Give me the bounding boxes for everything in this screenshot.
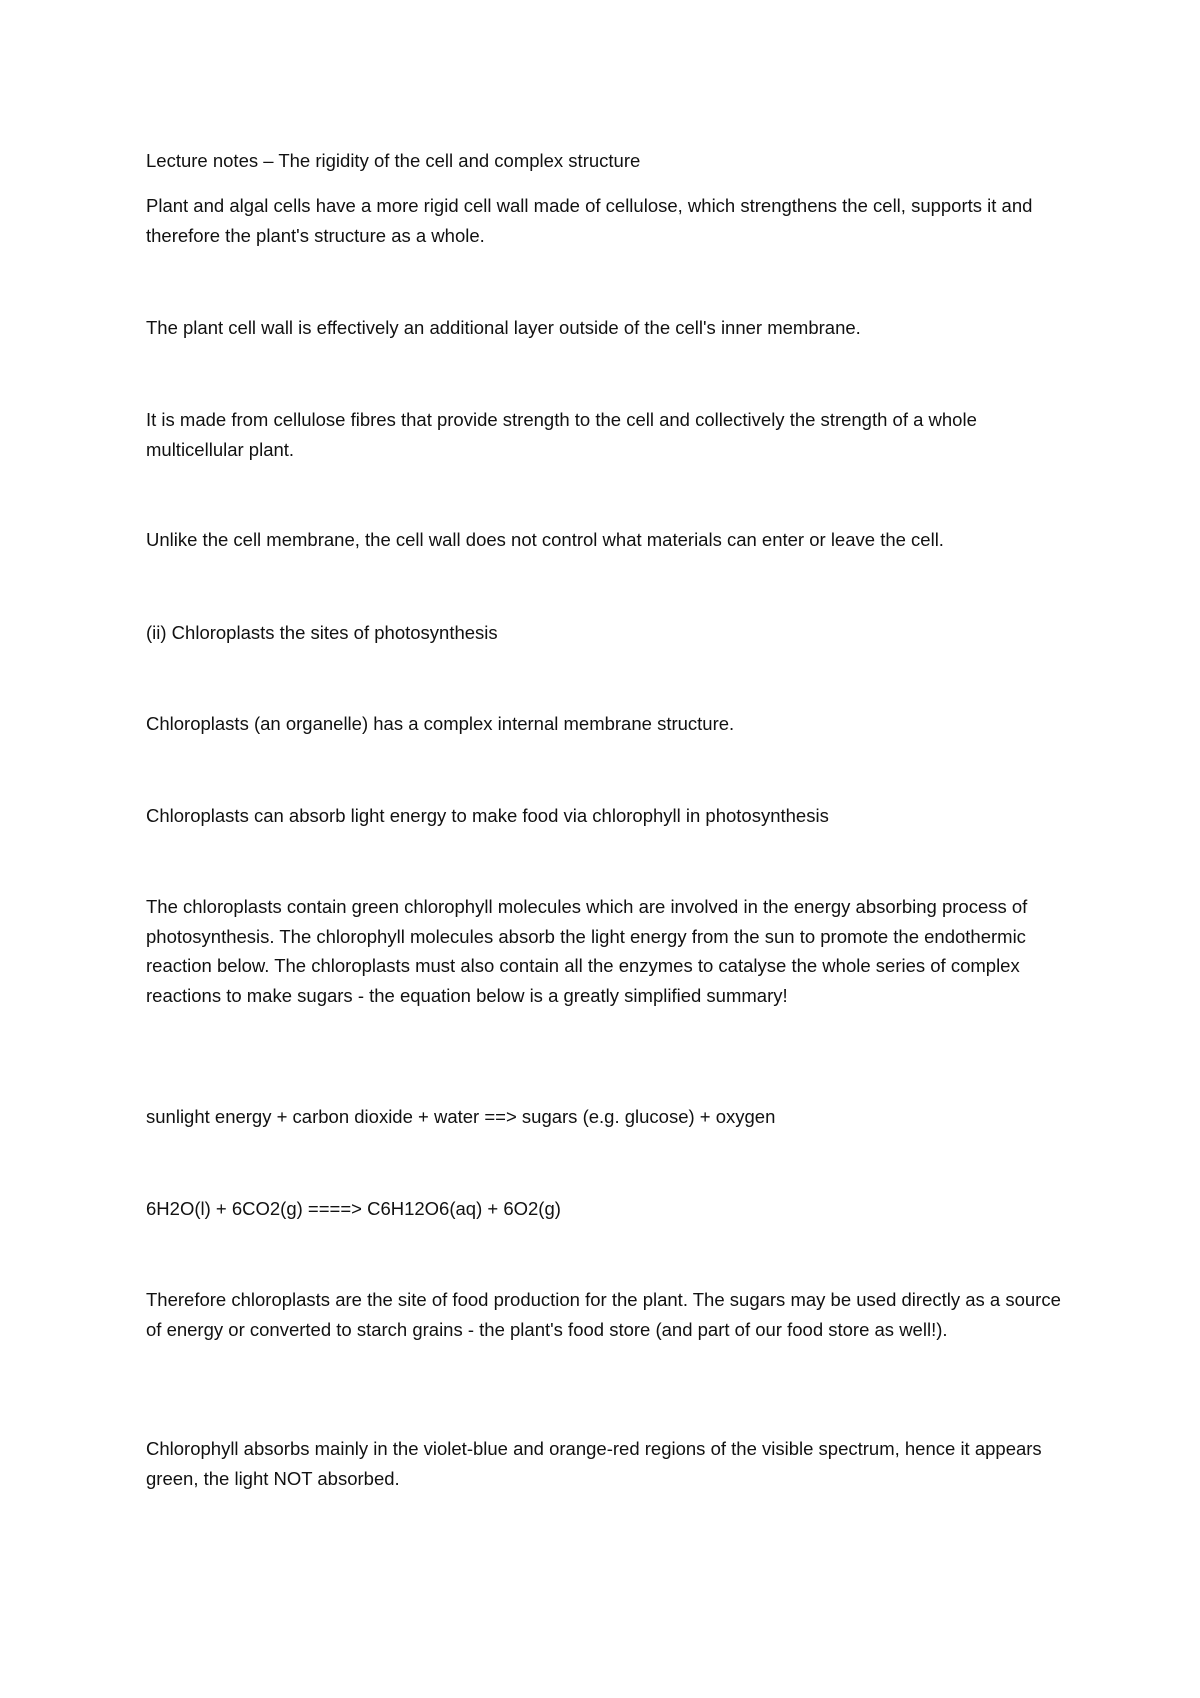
paragraph-food-production: Therefore chloroplasts are the site of food production for the plant. The sugars may be used directly as a source of energy or converted to starch grains - the plant's food store (and part of our food store as well!). [146, 1289, 1061, 1340]
word-equation: sunlight energy + carbon dioxide + water ==> sugars (e.g. glucose) + oxygen [146, 1106, 776, 1127]
paragraph-absorb-light: Chloroplasts can absorb light energy to make food via chlorophyll in photosynthesis [146, 805, 829, 826]
paragraph-organelle: Chloroplasts (an organelle) has a complex internal membrane structure. [146, 713, 735, 734]
document-title: Lecture notes – The rigidity of the cell and complex structure [146, 150, 641, 171]
paragraph-additional-layer: The plant cell wall is effectively an additional layer outside of the cell's inner membrane. [146, 317, 861, 338]
chemical-equation: 6H2O(l) + 6CO2(g) ====> C6H12O6(aq) + 6O2(g) [146, 1198, 561, 1219]
paragraph-visible-spectrum: Chlorophyll absorbs mainly in the violet-blue and orange-red regions of the visible spectrum, hence it appears green, the light NOT absorbed. [146, 1438, 1042, 1489]
paragraph-cellulose-fibres: It is made from cellulose fibres that provide strength to the cell and collectively the strength of a whole multicellular plant. [146, 409, 977, 460]
paragraph-cell-membrane: Unlike the cell membrane, the cell wall does not control what materials can enter or leave the cell. [146, 529, 944, 550]
paragraph-cell-wall: Plant and algal cells have a more rigid cell wall made of cellulose, which strengthens the cell, supports it and therefore the plant's structure as a whole. [146, 195, 1033, 246]
paragraph-chlorophyll-molecules: The chloroplasts contain green chlorophyll molecules which are involved in the energy absorbing process of photosynthesis. The chlorophyll molecules absorb the light energy from the sun to promote the endothermic reaction below. The chloroplasts must also contain all the enzymes to catalyse the whole series of complex reactions to make sugars - the equation below is a greatly simplified summary! [146, 896, 1028, 1006]
section-heading-chloroplasts: (ii) Chloroplasts the sites of photosynthesis [146, 622, 498, 643]
